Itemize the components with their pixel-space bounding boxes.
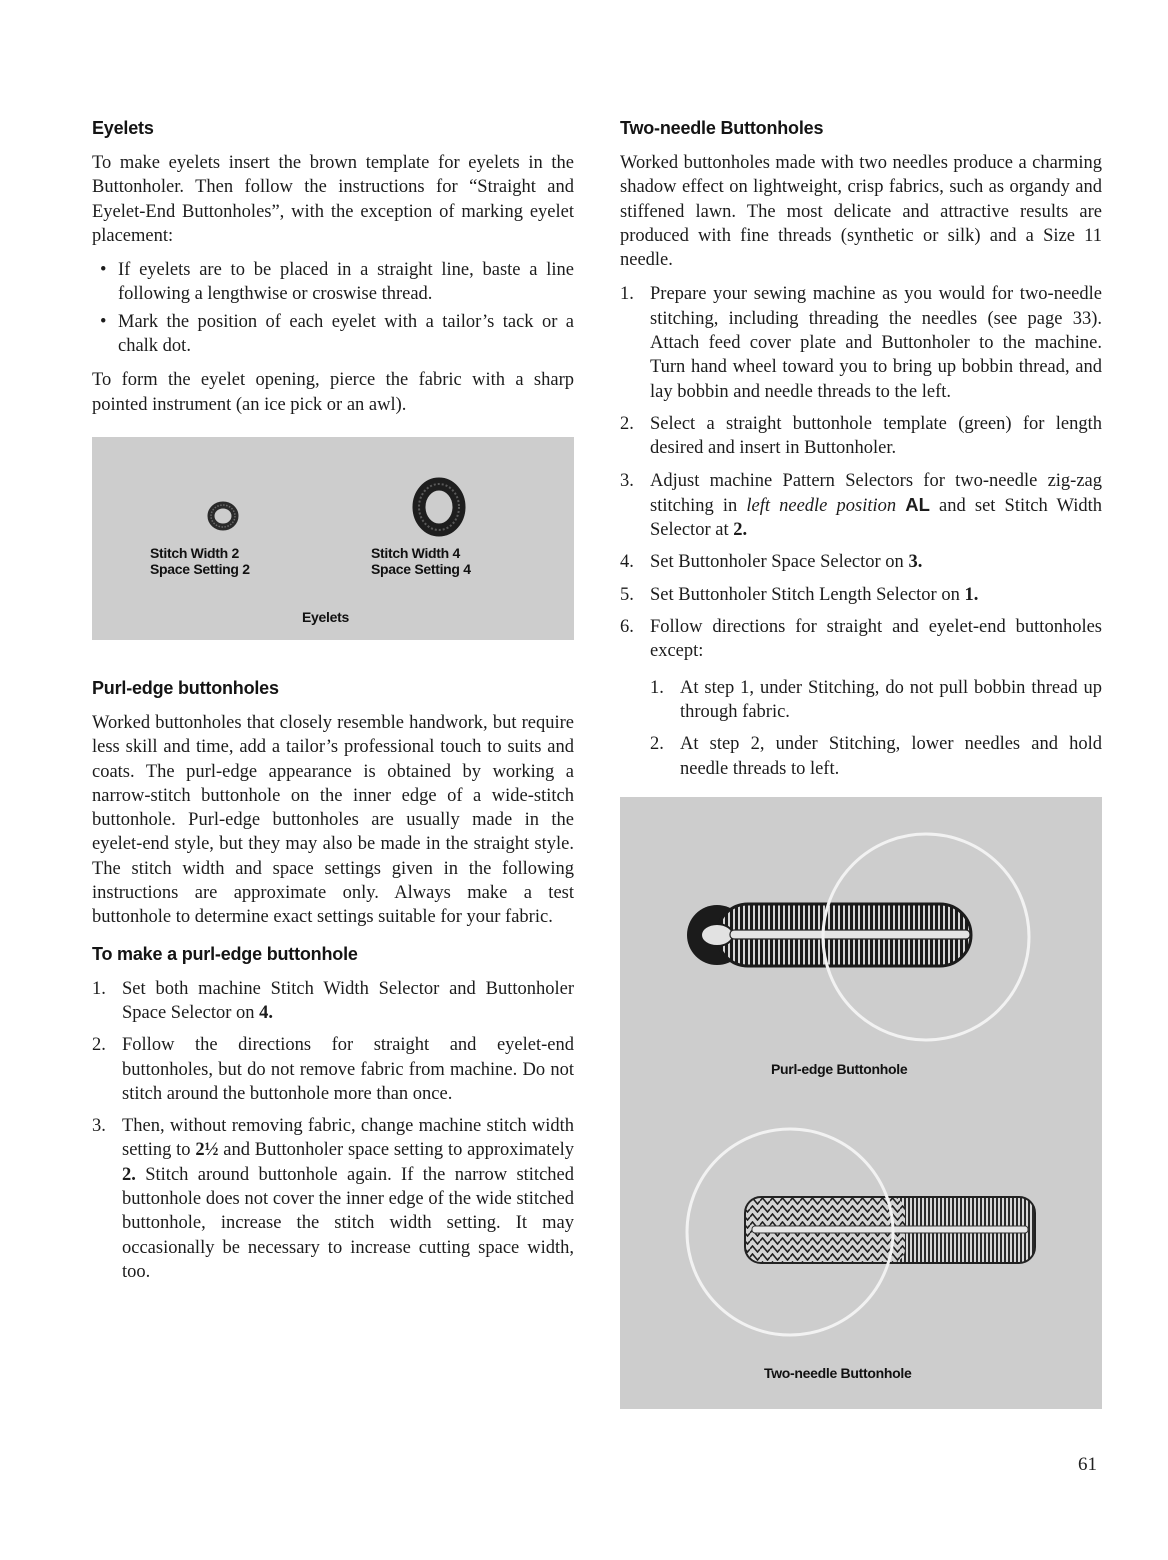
step-value: AL	[905, 493, 930, 515]
step-text: Adjust machine Pattern Selectors for two-needle zig-zag stitching in	[650, 470, 1102, 516]
two-needle-heading: Two-needle Buttonholes	[620, 118, 824, 138]
purl-edge-heading: Purl-edge buttonholes	[92, 677, 279, 698]
eyelets-intro: To make eyelets insert the brown template for eyelets in the Buttonholer. Then follow the instructions for “Straight and Eyelet-End Buttonholes”, with the exception of marking eyelet placement:	[92, 153, 574, 246]
substep-item	[650, 732, 1102, 781]
two-needle-steps-list	[620, 282, 1102, 780]
step-item	[620, 412, 1102, 461]
step-text: Stitch around buttonhole again. If the narrow stitched buttonhole does not cover the inner edge of the wide stitched buttonhole, increase the stitch width setting. It may occasionally be necessary to increase cutting space width, too.	[122, 1164, 574, 1282]
page-number: 61	[1078, 1454, 1097, 1475]
eyelet-opening-text: To form the eyelet opening, pierce the fabric with a sharp pointed instrument (an ice pick or an awl).	[92, 370, 574, 415]
label-line: Space Setting 4	[371, 560, 471, 577]
step-item	[620, 282, 1102, 403]
substeps-list	[650, 676, 1102, 781]
step-number: 3.	[620, 470, 634, 491]
eyelet-bullet-list	[92, 258, 574, 358]
small-eyelet	[211, 505, 235, 527]
step-text: At step 1, under Stitching, do not pull bobbin thread up through fabric.	[680, 677, 1102, 722]
purl-steps-list	[92, 977, 574, 1285]
two-needle-buttonhole	[687, 1129, 1035, 1335]
step-number: 5.	[620, 584, 634, 605]
step-value: 2½	[195, 1140, 219, 1161]
label-line: Stitch Width 4	[371, 544, 461, 561]
step-text: Set Buttonholer Space Selector on	[650, 552, 909, 573]
left-column	[92, 118, 574, 1292]
buttonholes-figure	[620, 797, 1102, 1409]
eyelets-figure	[92, 437, 574, 640]
step-value: 2.	[122, 1164, 136, 1185]
step-value: 3.	[908, 552, 923, 573]
large-eyelet	[419, 484, 459, 530]
step-number: 3.	[92, 1116, 106, 1137]
step-text: Follow the directions for straight and eyelet-end buttonholes, but do not remove fabric from machine. Do not stitch around the buttonhole more than once.	[122, 1035, 574, 1104]
eyelet-left-label	[150, 545, 250, 577]
step-text: Select a straight buttonhole template (green) for length desired and insert in Buttonholer.	[650, 413, 1102, 459]
purl-edge-caption: Purl-edge Buttonhole	[771, 1060, 908, 1077]
step-item	[92, 977, 574, 1026]
purl-edge-body: Worked buttonholes that closely resemble handwork, but require less skill and time, add a tailor’s professional touch to suits and coats. The purl-edge appearance is obtained by working a narrow-stitch buttonhole on the inner edge of a wide-stitch buttonhole. Purl-edge buttonholes are usually made in the eyelet-end style, but they may also be made in the straight style. The stitch width and space settings given in the following instructions are approximate only. Always make a test buttonhole to determine exact settings suitable for your fabric.	[92, 712, 574, 928]
step-number: 4.	[620, 552, 634, 573]
step-item	[620, 583, 1102, 607]
step-value: 4.	[259, 1002, 274, 1023]
bullet-item: • Mark the position of each eyelet with a tailor’s tack or a chalk dot.	[92, 310, 574, 359]
step-item	[620, 469, 1102, 543]
eyelet-right-label	[371, 545, 471, 577]
step-item	[92, 1033, 574, 1106]
eyelets-heading: Eyelets	[92, 118, 154, 138]
step-text: Set both machine Stitch Width Selector and Buttonholer Space Selector on	[122, 978, 574, 1023]
right-column	[620, 118, 1102, 1409]
step-text: Prepare your sewing machine as you would for two-needle stitching, including threading the needles (see page 33). Attach feed cover plate and Buttonholer to the machine. Turn hand wheel toward you to bring up bobbin thread, and lay bobbin and needle threads to the left.	[650, 284, 1102, 402]
purl-edge-buttonhole	[687, 834, 1029, 1040]
step-number: 1.	[92, 978, 106, 999]
step-text: and Buttonholer space setting to approximately	[218, 1140, 574, 1161]
two-needle-intro: Worked buttonholes made with two needles produce a charming shadow effect on lightweight, crisp fabrics, such as organdy and stiffened lawn. The most delicate and attractive results are produced with fine threads (synthetic or silk) and a Size 11 needle.	[620, 153, 1102, 271]
step-number: 2.	[92, 1035, 106, 1056]
step-number: 2.	[620, 413, 634, 434]
step-number: 6.	[620, 617, 634, 638]
step-text: and set Stitch Width Selector at	[650, 495, 1102, 541]
step-text: Follow directions for straight and eyelet-end buttonholes except:	[650, 617, 1102, 662]
two-needle-caption: Two-needle Buttonhole	[764, 1364, 912, 1381]
bullet-item: • If eyelets are to be placed in a straight line, baste a line following a lengthwise or croswise thread.	[92, 258, 574, 307]
step-value: 2.	[733, 520, 748, 541]
step-italic: left needle position	[746, 495, 897, 516]
step-text: Then, without removing fabric, change machine stitch width setting to	[122, 1116, 574, 1161]
label-line: Space Setting 2	[150, 560, 250, 577]
step-number: 2.	[650, 734, 664, 755]
step-text: Set Buttonholer Stitch Length Selector on	[650, 584, 965, 605]
make-purl-heading: To make a purl-edge buttonhole	[92, 943, 358, 964]
step-item	[92, 1114, 574, 1284]
step-value: 1.	[964, 584, 979, 605]
substep-item	[650, 676, 1102, 725]
buttonholes-illustration	[620, 797, 1102, 1409]
step-item	[620, 550, 1102, 574]
label-line: Stitch Width 2	[150, 544, 240, 561]
step-number: 1.	[650, 677, 664, 698]
step-item	[620, 615, 1102, 781]
step-number: 1.	[620, 284, 634, 305]
eyelets-caption: Eyelets	[302, 608, 349, 625]
purl-edge-stitching	[687, 904, 971, 966]
step-text: At step 2, under Stitching, lower needles and hold needle threads to left.	[680, 734, 1102, 779]
